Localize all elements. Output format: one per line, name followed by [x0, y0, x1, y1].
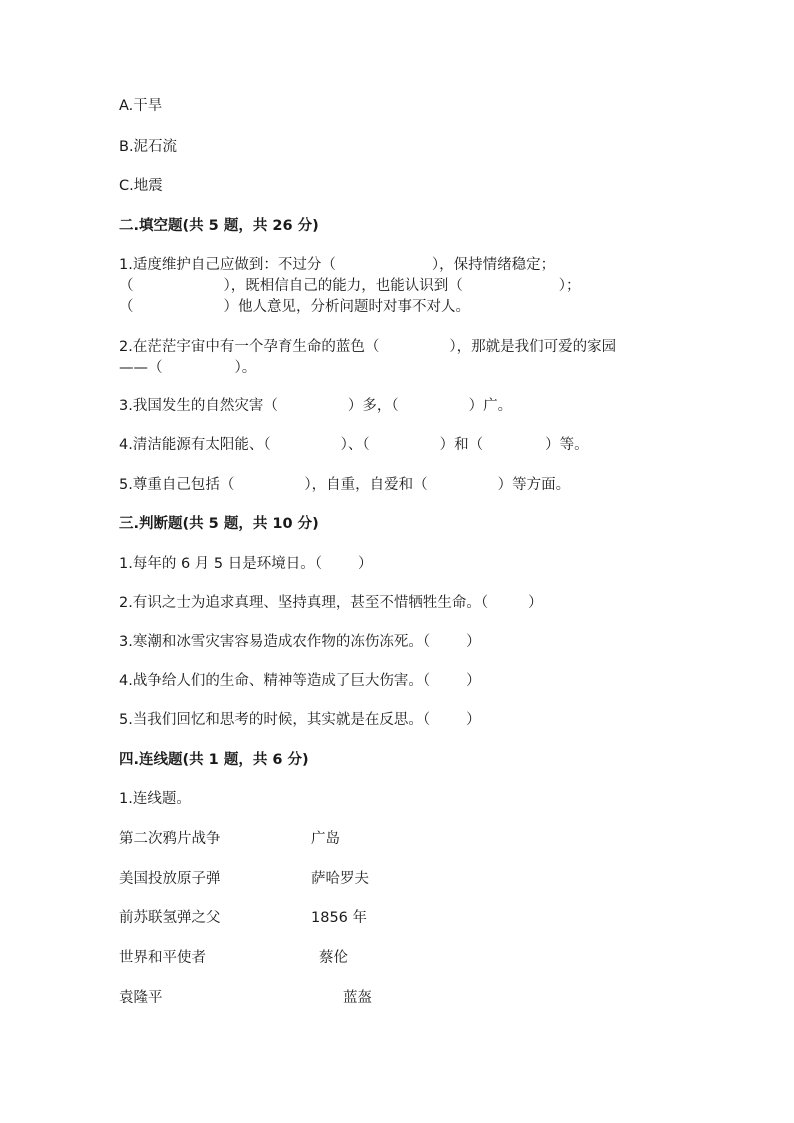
- fill-q1-line2: （ ），既相信自己的能力，也能认识到（ ）；: [119, 278, 581, 294]
- fill-q5: 5.尊重自己包括（ ），自重，自爱和（ ）等方面。: [119, 477, 571, 493]
- option-a: A.干旱: [119, 98, 163, 114]
- match-left-item: 美国投放原子弹: [119, 871, 221, 887]
- fill-q2-line2: ——（ ）。: [119, 360, 257, 376]
- fill-q1-line3: （ ）他人意见，分析问题时对事不对人。: [119, 299, 470, 315]
- match-right-item: 蔡伦: [319, 950, 348, 966]
- match-right-item: 1856 年: [311, 910, 368, 926]
- section-heading-matching: 四.连线题(共 1 题，共 6 分): [119, 752, 309, 768]
- match-right-item: 萨哈罗夫: [311, 871, 369, 887]
- match-right-item: 蓝盔: [343, 990, 372, 1006]
- option-c: C.地震: [119, 178, 163, 194]
- matching-instruction: 1.连线题。: [119, 791, 191, 807]
- judge-item-5: 5.当我们回忆和思考的时候，其实就是在反思。（ ）: [119, 712, 481, 728]
- judge-item-3: 3.寒潮和冰雪灾害容易造成农作物的冻伤冻死。（ ）: [119, 634, 481, 650]
- fill-q1-line1: 1.适度维护自己应做到：不过分（ ），保持情绪稳定；: [119, 257, 556, 273]
- judge-item-4: 4.战争给人们的生命、精神等造成了巨大伤害。（ ）: [119, 673, 481, 689]
- section-heading-fill-blank: 二.填空题(共 5 题，共 26 分): [119, 218, 319, 234]
- match-left-item: 第二次鸦片战争: [119, 831, 221, 847]
- judge-item-1: 1.每年的 6 月 5 日是环境日。（ ）: [119, 556, 373, 572]
- judge-item-2: 2.有识之士为追求真理、坚持真理，甚至不惜牺牲生命。（ ）: [119, 595, 543, 611]
- fill-q2-line1: 2.在茫茫宇宙中有一个孕育生命的蓝色（ ），那就是我们可爱的家园: [119, 339, 617, 355]
- match-right-item: 广岛: [311, 831, 340, 847]
- match-left-item: 袁隆平: [119, 990, 163, 1006]
- fill-q4: 4.清洁能源有太阳能、（ ）、（ ）和（ ）等。: [119, 437, 589, 453]
- fill-q3: 3.我国发生的自然灾害（ ）多，（ ）广。: [119, 398, 513, 414]
- match-left-item: 前苏联氢弹之父: [119, 910, 221, 926]
- section-heading-true-false: 三.判断题(共 5 题，共 10 分): [119, 516, 319, 532]
- option-b: B.泥石流: [119, 139, 178, 155]
- match-left-item: 世界和平使者: [119, 950, 206, 966]
